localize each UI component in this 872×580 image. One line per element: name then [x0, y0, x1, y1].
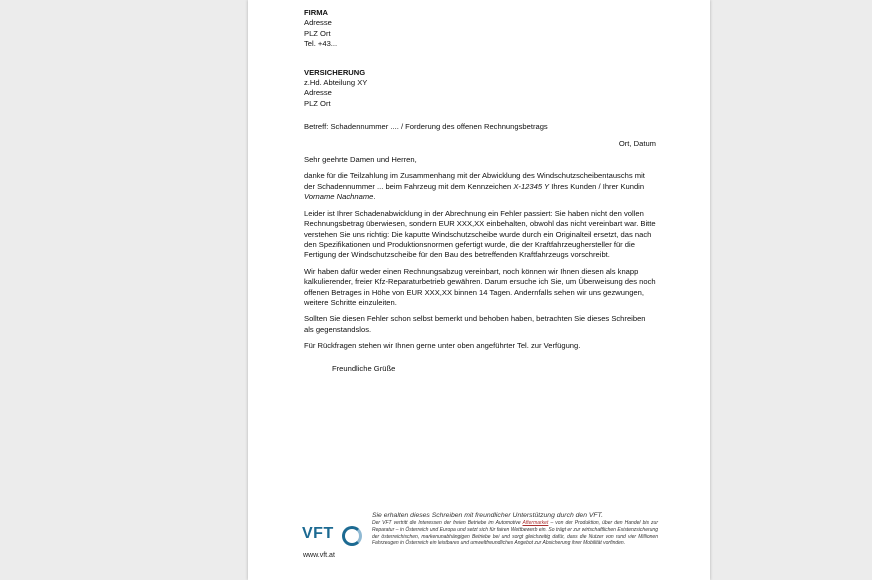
footer-body-b: – von der Produktion, über den Handel bis zur Reparatur – in Österreich und Europa und setzt sich für fairen Wettbewerb ein. So trägt er zur wirtschaftlichen Existenzsicherung der österreichischen, markenunabhängigen Betriebe bei und sorgt gleichzeitig dafür, dass die Nutzer von rund vier Millionen Fahrzeugen in Österreich ein leistbares und umweltfreundliches Angebot zur Absicherung ihrer Mobilität vorfinden. — [372, 520, 658, 547]
paragraph-1-mid: Ihres Kunden / Ihrer Kundin — [549, 181, 645, 191]
vft-logo — [302, 525, 366, 565]
recipient-address: Adresse — [304, 88, 332, 98]
salutation: Sehr geehrte Damen und Herren, — [304, 155, 417, 165]
paragraph-1 — [304, 171, 656, 202]
sender-company: FIRMA — [304, 8, 329, 17]
paragraph-1-end: . — [373, 192, 376, 202]
recipient-city: PLZ Ort — [304, 98, 331, 108]
sender-address: Adresse — [304, 18, 332, 28]
recipient-attention: z.Hd. Abteilung XY — [304, 78, 368, 88]
customer-name: Vorname Nachname — [304, 192, 374, 202]
ring-icon — [342, 526, 362, 546]
footer-lead: Sie erhalten dieses Schreiben mit freundlicher Unterstützung durch den VFT. — [372, 512, 603, 519]
sender-city: PLZ Ort — [304, 28, 331, 38]
sender-block — [304, 8, 656, 50]
recipient-block — [304, 68, 656, 110]
paragraph-2: Leider ist Ihrer Schadenabwicklung in der Abrechnung ein Fehler passiert: Sie haben nicht den vollen Rechnungsbetrag überwiesen, sondern EUR XXX,XX einbehalten, obwohl das nicht vereinbart war. Bitte verstehen Sie uns richtig: Die kaputte Windschutzscheibe wurde durch ein Originalteil ersetzt, das nach den Spezifikationen und Produktionsnormen gefertigt wurde, die der Kraftfahrzeughersteller für die Fertigung der Windschutzscheibe für den Bau des betreffenden Kraftfahrzeugs vorschreibt. — [304, 208, 656, 260]
paragraph-5: Für Rückfragen stehen wir Ihnen gerne unter oben angeführter Tel. zur Verfügung. — [304, 341, 581, 351]
license-plate: X-12345 Y — [513, 181, 550, 191]
footer-text — [372, 511, 658, 547]
footer-aftermarket: Aftermarket — [522, 520, 549, 526]
logo-url: www.vft.at — [303, 552, 335, 559]
logo-text: VFT — [302, 525, 334, 542]
letter-body — [304, 8, 656, 374]
footer-body-a: Der VFT vertritt die Interessen der freien Betriebe im Automotive — [372, 520, 523, 526]
footer-body — [372, 520, 658, 547]
paragraph-3: Wir haben dafür weder einen Rechnungsabzug vereinbart, noch können wir Ihnen diesen als knapp kalkulierender, freier Kfz-Reparaturbetrieb gewähren. Darum ersuche ich Sie, um Überweisung des noch offenen Betrages in Höhe von EUR XXX,XX binnen 14 Tagen. Andernfalls sehen wir uns gezwungen, weitere Schritte einzuleiten. — [304, 266, 656, 307]
sender-phone: Tel. +43... — [304, 39, 338, 49]
document-page — [248, 0, 710, 580]
paragraph-1-text: danke für die Teilzahlung im Zusammenhang mit der Abwicklung des Windschutzscheibentauschs mit der Schadennummer ... beim Fahrzeug mit dem Kennzeichen — [304, 171, 645, 191]
place-date: Ort, Datum — [618, 138, 656, 148]
closing: Freundliche Grüße — [332, 363, 396, 373]
recipient-name: VERSICHERUNG — [304, 67, 366, 77]
subject-line: Betreff: Schadennummer .... / Forderung des offenen Rechnungsbetrags — [304, 122, 548, 132]
footer — [302, 511, 658, 577]
paragraph-4: Sollten Sie diesen Fehler schon selbst bemerkt und behoben haben, betrachten Sie dieses Schreiben als gegenstandslos. — [304, 314, 646, 334]
